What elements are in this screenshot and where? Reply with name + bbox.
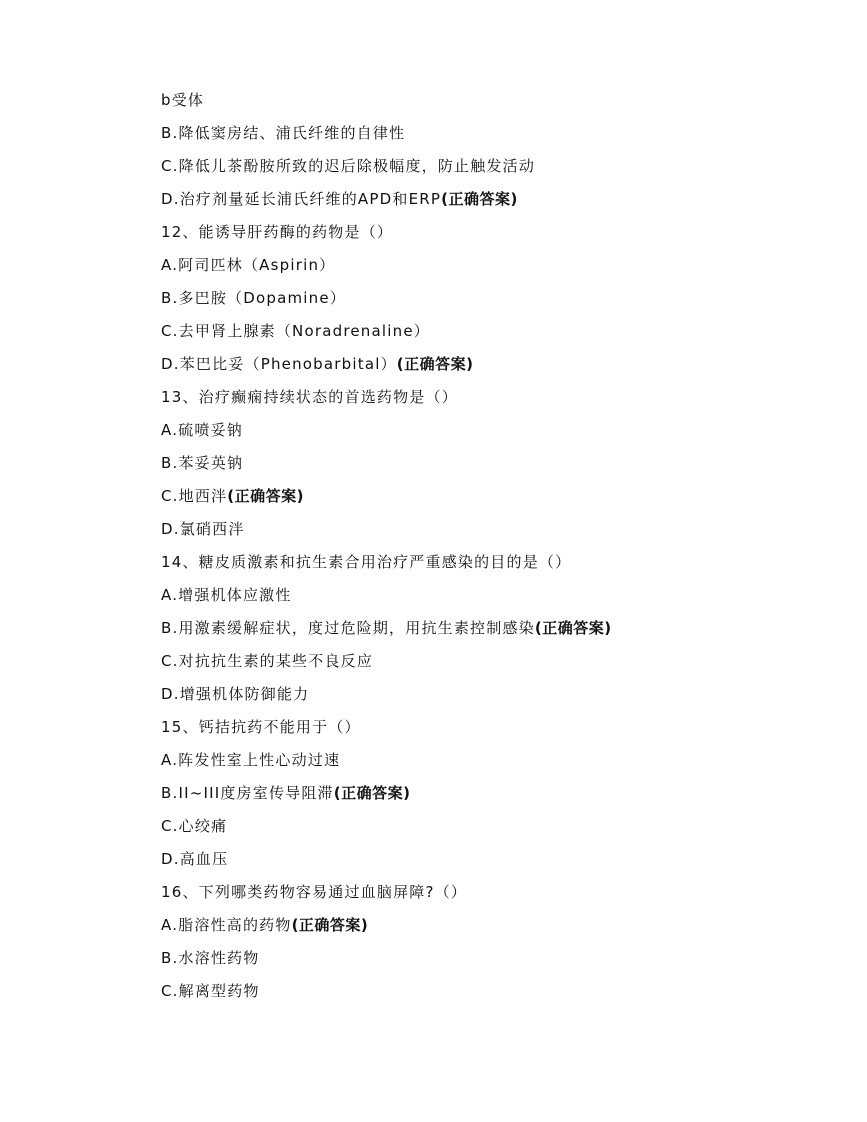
line-text: B.苯妥英钠 bbox=[161, 454, 244, 472]
correct-answer-tag: (正确答案) bbox=[534, 619, 612, 637]
option-line bbox=[161, 183, 841, 216]
line-text: B.水溶性药物 bbox=[161, 949, 260, 967]
line-text: C.降低儿茶酚胺所致的迟后除极幅度，防止触发活动 bbox=[161, 157, 536, 175]
option-line bbox=[161, 810, 841, 843]
option-line bbox=[161, 579, 841, 612]
line-text: D.苯巴比妥（Phenobarbital） bbox=[161, 355, 397, 373]
option-line bbox=[161, 513, 841, 546]
line-text: 12、能诱导肝药酶的药物是（） bbox=[161, 223, 394, 241]
question-line bbox=[161, 216, 841, 249]
option-line bbox=[161, 744, 841, 777]
option-line bbox=[161, 117, 841, 150]
line-text: A.硫喷妥钠 bbox=[161, 421, 243, 439]
line-text: D.高血压 bbox=[161, 850, 229, 868]
option-line bbox=[161, 942, 841, 975]
text-line bbox=[161, 84, 841, 117]
correct-answer-tag: (正确答案) bbox=[441, 190, 518, 208]
option-line bbox=[161, 843, 841, 876]
option-line bbox=[161, 612, 841, 645]
line-text: 13、治疗癫痫持续状态的首选药物是（） bbox=[161, 388, 458, 406]
line-text: 16、下列哪类药物容易通过血脑屏障?（） bbox=[161, 883, 468, 901]
line-text: 14、糖皮质激素和抗生素合用治疗严重感染的目的是（） bbox=[161, 553, 572, 571]
question-line bbox=[161, 711, 841, 744]
option-line bbox=[161, 348, 841, 381]
option-line bbox=[161, 480, 841, 513]
correct-answer-tag: (正确答案) bbox=[396, 355, 474, 373]
line-text: A.阵发性室上性心动过速 bbox=[161, 751, 341, 769]
line-text: D.增强机体防御能力 bbox=[161, 685, 310, 703]
option-line bbox=[161, 777, 841, 810]
line-text: A.脂溶性高的药物 bbox=[161, 916, 292, 934]
option-line bbox=[161, 909, 841, 942]
line-text: B.用激素缓解症状，度过危险期，用抗生素控制感染 bbox=[161, 619, 535, 637]
option-line bbox=[161, 414, 841, 447]
option-line bbox=[161, 645, 841, 678]
option-line bbox=[161, 282, 841, 315]
question-line bbox=[161, 546, 841, 579]
line-text: 15、钙拮抗药不能用于（） bbox=[161, 718, 361, 736]
line-text: B.降低窦房结、浦氏纤维的自律性 bbox=[161, 124, 406, 142]
line-text: C.去甲肾上腺素（Noradrenaline） bbox=[161, 322, 430, 340]
correct-answer-tag: (正确答案) bbox=[227, 487, 304, 505]
document-page bbox=[161, 84, 841, 1008]
question-line bbox=[161, 381, 841, 414]
option-line bbox=[161, 975, 841, 1008]
line-text: B.II~III度房室传导阻滞 bbox=[161, 784, 334, 802]
line-text: D.治疗剂量延长浦氏纤维的APD和ERP bbox=[161, 190, 442, 208]
option-line bbox=[161, 447, 841, 480]
line-text: B.多巴胺（Dopamine） bbox=[161, 289, 347, 307]
question-line bbox=[161, 876, 841, 909]
line-text: C.解离型药物 bbox=[161, 982, 260, 1000]
line-text: b受体 bbox=[161, 91, 205, 109]
option-line bbox=[161, 315, 841, 348]
line-text: D.氯硝西泮 bbox=[161, 520, 245, 538]
correct-answer-tag: (正确答案) bbox=[333, 784, 411, 802]
line-text: C.对抗抗生素的某些不良反应 bbox=[161, 652, 374, 670]
line-text: A.阿司匹林（Aspirin） bbox=[161, 256, 336, 274]
option-line bbox=[161, 249, 841, 282]
option-line bbox=[161, 150, 841, 183]
line-text: C.地西泮 bbox=[161, 487, 228, 505]
correct-answer-tag: (正确答案) bbox=[291, 916, 369, 934]
line-text: A.增强机体应激性 bbox=[161, 586, 292, 604]
line-text: C.心绞痛 bbox=[161, 817, 228, 835]
option-line bbox=[161, 678, 841, 711]
